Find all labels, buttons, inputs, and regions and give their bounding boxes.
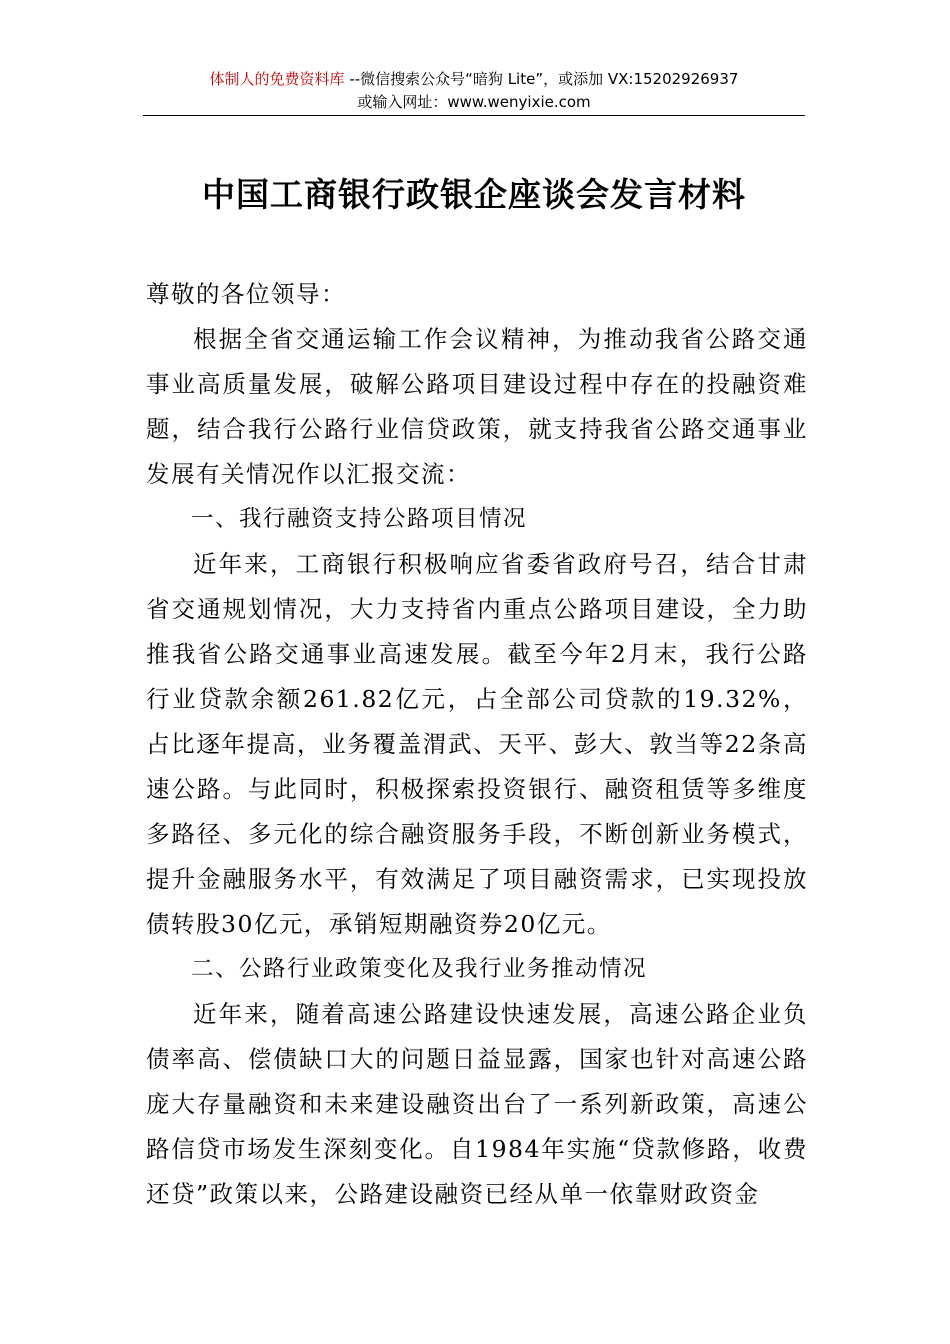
- header-line-2: 或输入网址：www.wenyixie.com: [357, 93, 591, 111]
- intro-paragraph: 根据全省交通运输工作会议精神，为推动我省公路交通事业高质量发展，破解公路项目建设过程中存在的投融资难题，结合我行公路行业信贷政策，就支持我省公路交通事业发展有关情况作以汇报交流：: [146, 325, 808, 488]
- header-divider: [143, 115, 805, 116]
- document-title: 中国工商银行政银企座谈会发言材料: [202, 175, 746, 214]
- page-header: [143, 68, 805, 114]
- salutation: 尊敬的各位领导：: [146, 280, 346, 308]
- header-contact: --微信搜索公众号“暗狗 Lite”，或添加 VX:15202926937: [344, 70, 739, 88]
- section-1-paragraph: 近年来，工商银行积极响应省委省政府号召，结合甘肃省交通规划情况，大力支持省内重点公路项目建设，全力助推我省公路交通事业高速发展。截至今年2月末，我行公路行业贷款余额261.82亿元，占全部公司贷款的19.32%，占比逐年提高，业务覆盖渭武、天平、彭大、敦当等22条高速公路。与此同时，积极探索投资银行、融资租赁等多维度多路径、多元化的综合融资服务手段，不断创新业务模式，提升金融服务水平，有效满足了项目融资需求，已实现投放债转股30亿元，承销短期融资券20亿元。: [146, 550, 808, 938]
- section-2-heading: 二、公路行业政策变化及我行业务推动情况: [191, 956, 648, 982]
- header-line-1: [143, 68, 805, 91]
- section-1-heading: 一、我行融资支持公路项目情况: [191, 506, 528, 532]
- document-body: [146, 272, 808, 1217]
- section-2-paragraph: 近年来，随着高速公路建设快速发展，高速公路企业负债率高、偿债缺口大的问题日益显露，国家也针对高速公路庞大存量融资和未来建设融资出台了一系列新政策，高速公路信贷市场发生深刻变化。自1984年实施“贷款修路，收费还贷”政策以来，公路建设融资已经从单一依靠财政资金: [146, 1000, 808, 1208]
- header-brand: 体制人的免费资料库: [209, 70, 345, 88]
